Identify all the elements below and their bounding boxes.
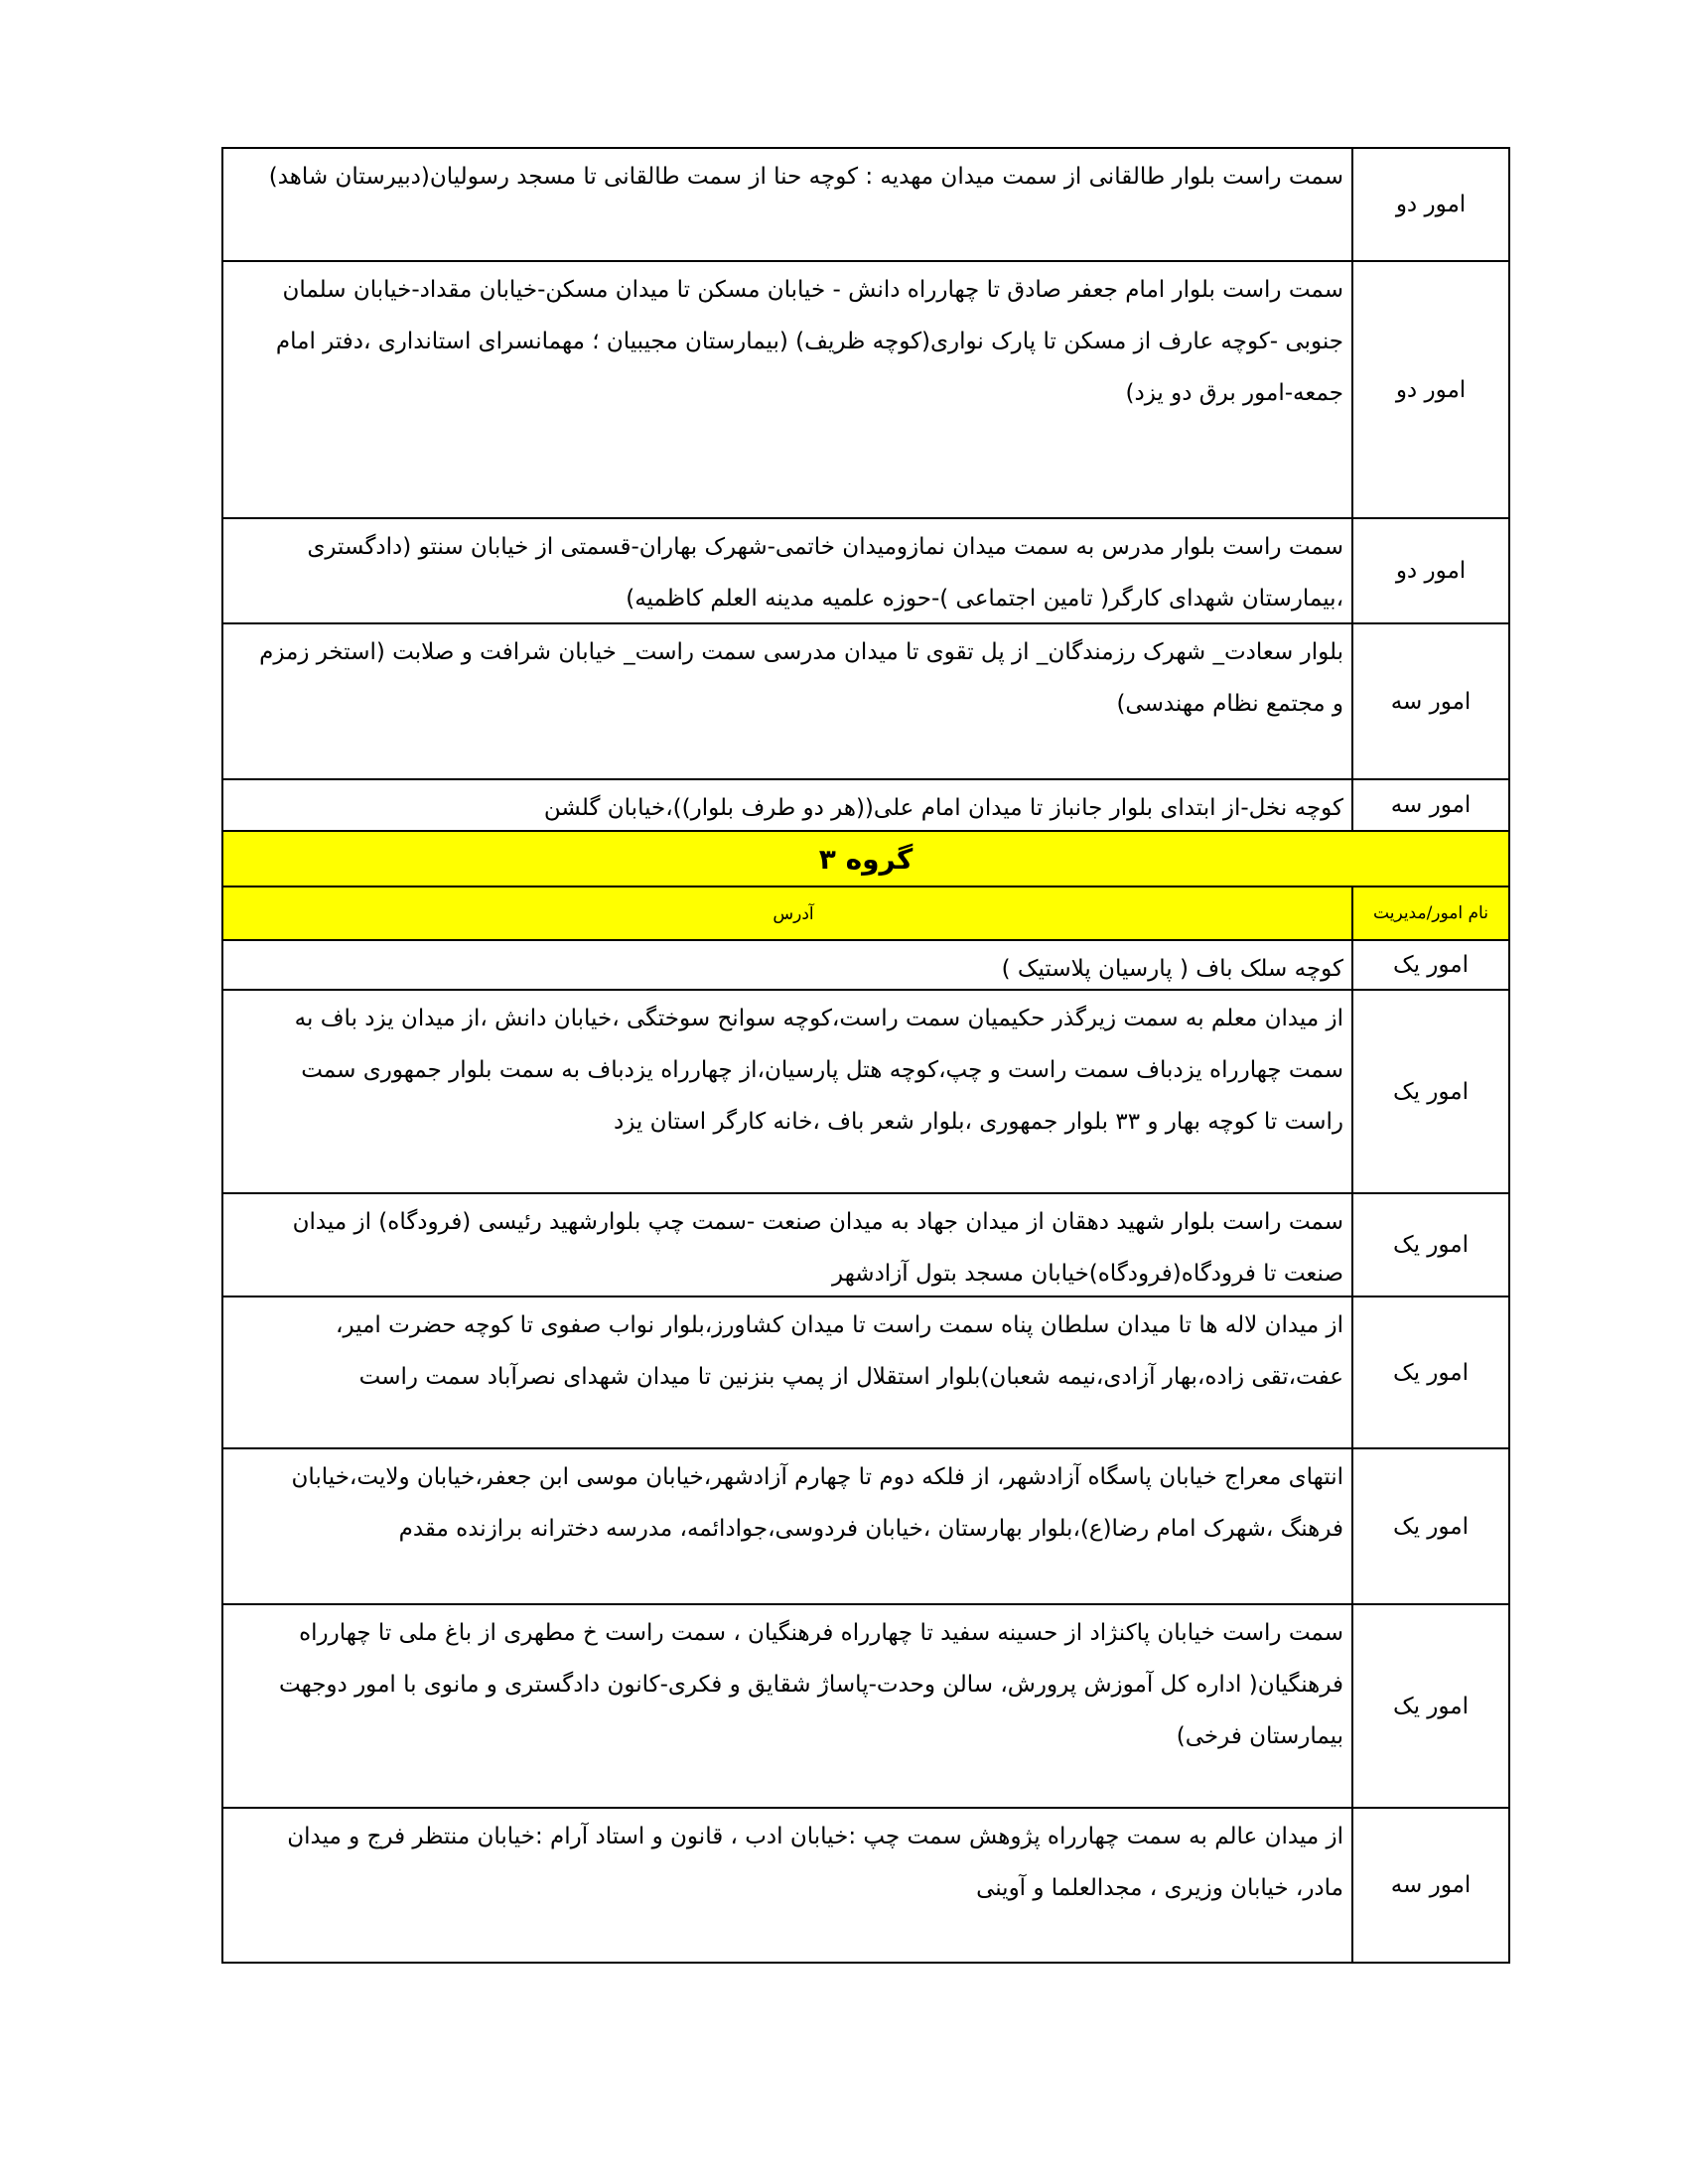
address-cell: سمت راست بلوار شهید دهقان از میدان جهاد به میدان صنعت -سمت چپ بلوارشهید رئیسی (فرودگاه) از میدان صنعت تا فرودگاه(فرودگاه)خیابان مسجد بتول آزادشهر xyxy=(292,1209,1343,1287)
table-row xyxy=(223,1194,1508,1297)
unit-cell: امور سه xyxy=(1351,780,1508,830)
table-row xyxy=(223,991,1508,1194)
unit-cell: امور یک xyxy=(1351,941,1508,989)
header-unit: نام امور/مدیریت xyxy=(1351,887,1508,939)
table-row xyxy=(223,519,1508,624)
address-cell: انتهای معراج خیابان پاسگاه آزادشهر، از فلکه دوم تا چهارم آزادشهر،خیابان موسی ابن جعفر،خیابان ولایت،خیابان فرهنگ ،شهرک امام رضا(ع)،بلوار بهارستان ،خیابان فردوسی،جوادائمه، مدرسه دخترانه برازنده مقدم xyxy=(291,1464,1343,1542)
group-title: گروه ۳ xyxy=(223,832,1508,887)
table-row xyxy=(223,624,1508,780)
address-cell: سمت راست بلوار طالقانی از سمت میدان مهدیه : کوچه حنا از سمت طالقانی تا مسجد رسولیان(دبیرستان شاهد) xyxy=(268,164,1343,190)
unit-cell: امور دو xyxy=(1351,149,1508,260)
table-row xyxy=(223,1297,1508,1449)
header-address: آدرس xyxy=(773,904,814,924)
address-cell: از میدان عالم به سمت چهارراه پژوهش سمت چپ :خیابان ادب ، قانون و استاد آرام :خیابان منتظر فرج و میدان مادر، خیابان وزیری ، مجدالعلما و آوینی xyxy=(287,1824,1343,1901)
unit-cell: امور یک xyxy=(1351,1449,1508,1603)
address-cell: بلوار سعادت_ شهرک رزمندگان_ از پل تقوی تا میدان مدرسی سمت راست_ خیابان شرافت و صلابت (استخر زمزم و مجتمع نظام مهندسی) xyxy=(259,639,1343,717)
table-row xyxy=(223,149,1508,262)
table-row xyxy=(223,1809,1508,1962)
table-row xyxy=(223,1605,1508,1809)
unit-cell: امور سه xyxy=(1351,1809,1508,1962)
address-cell: از میدان لاله ها تا میدان سلطان پناه سمت راست تا میدان کشاورز،بلوار نواب صفوی تا کوچه حضرت امیر، عفت،تقی زاده،بهار آزادی،نیمه شعبان)بلوار استقلال از پمپ بنزنین تا میدان شهدای نصرآباد سمت راست xyxy=(336,1312,1343,1390)
address-cell: سمت راست خیابان پاکنژاد از حسینه سفید تا چهارراه فرهنگیان ، سمت راست خ مطهری از باغ ملی تا چهارراه فرهنگیان( اداره کل آموزش پرورش، سالن وحدت-پاساژ شقایق و فکری-کانون دادگستری و مانوی با امور دوجهت بیمارستان فرخی) xyxy=(279,1620,1343,1749)
unit-cell: امور یک xyxy=(1351,1297,1508,1447)
address-cell: سمت راست بلوار امام جعفر صادق تا چهارراه دانش - خیابان مسکن تا میدان مسکن-خیابان مقداد-خیابان سلمان جنوبی -کوچه عارف از مسکن تا پارک نواری(کوچه ظریف) (بیمارستان مجیبیان ؛ مهمانسرای استانداری ،دفتر امام جمعه-امور برق دو یزد) xyxy=(275,277,1343,406)
unit-cell: امور دو xyxy=(1351,519,1508,622)
unit-cell: امور دو xyxy=(1351,262,1508,517)
address-cell: کوچه سلک باف ( پارسیان پلاستیک ) xyxy=(1001,956,1343,982)
unit-cell: امور سه xyxy=(1351,624,1508,778)
table-row xyxy=(223,1449,1508,1605)
address-cell: کوچه نخل-از ابتدای بلوار جانباز تا میدان امام علی((هر دو طرف بلوار))،خیابان گلشن xyxy=(543,795,1343,821)
address-cell: سمت راست بلوار مدرس به سمت میدان نمازومیدان خاتمی-شهرک بهاران-قسمتی از خیابان سنتو (دادگستری ،بیمارستان شهدای کارگر( تامین اجتماعی )-حوزه علمیه مدینه العلم کاظمیه) xyxy=(307,534,1343,612)
unit-cell: امور یک xyxy=(1351,991,1508,1192)
address-table xyxy=(221,147,1510,1964)
address-cell: از میدان معلم به سمت زیرگذر حکیمیان سمت راست،کوچه سوانح سوختگی ،خیابان دانش ،از میدان یزد باف به سمت چهارراه یزدباف سمت راست و چپ،کوچه هتل پارسیان،از چهارراه یزدباف به سمت بلوار جمهوری سمت راست تا کوچه بهار و ۳۳ بلوار جمهوری ،بلوار شعر باف ،خانه کارگر استان یزد xyxy=(294,1006,1343,1135)
unit-cell: امور یک xyxy=(1351,1605,1508,1807)
table-header xyxy=(223,887,1508,941)
table-row xyxy=(223,941,1508,991)
table-row xyxy=(223,262,1508,519)
unit-cell: امور یک xyxy=(1351,1194,1508,1296)
table-row xyxy=(223,780,1508,832)
